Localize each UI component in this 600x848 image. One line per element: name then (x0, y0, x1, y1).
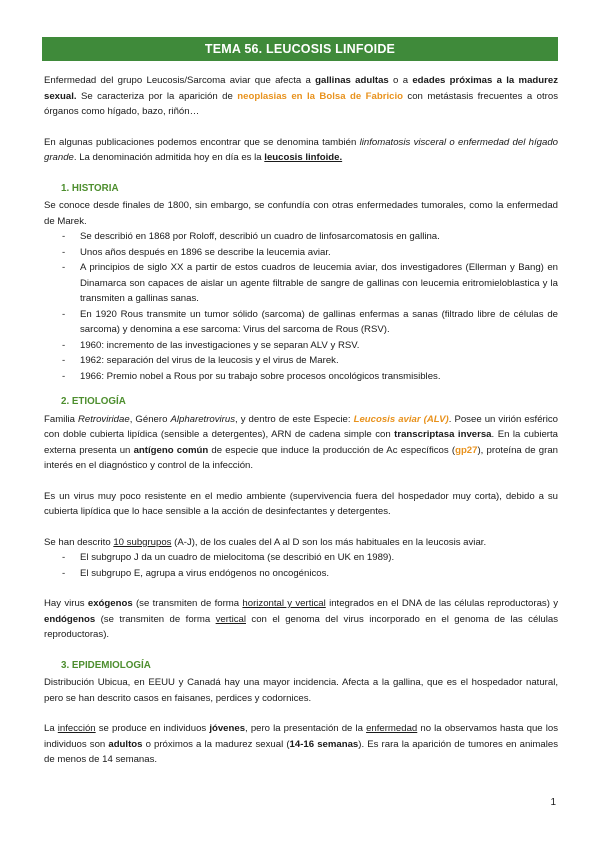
text: Enfermedad del grupo Leucosis/Sarcoma aviar que afecta a (44, 75, 316, 86)
bold-text: 14-16 semanas (289, 738, 359, 750)
text: (se transmiten de forma (95, 613, 216, 625)
epidemiologia-paragraph-1: Distribución Ubicua, en EEUU y Canadá hay una mayor incidencia. Afecta a la gallina, que es el hospedador natural, pero se han descrito casos en faisanes, perdices y codornices. (44, 677, 558, 704)
page-title: TEMA 56. LEUCOSIS LINFOIDE (42, 37, 558, 61)
underlined-text: vertical (215, 613, 246, 625)
bold-text: endógenos (44, 613, 96, 625)
section-heading-epidemiologia: 3. EPIDEMIOLOGÍA (61, 659, 151, 671)
section-heading-historia: 1. HISTORIA (61, 182, 119, 194)
text: . Posee un virión esférico con doble cubierta lipídica (sensible a detergentes), ARN de cadena simple con (44, 413, 558, 440)
page-number: 1 (550, 797, 556, 808)
italic-text: Retroviridae (77, 413, 130, 425)
list-item: - 1966: Premio nobel a Rous por su trabajo sobre procesos oncológicos transmisibles. (44, 369, 558, 385)
underlined-text: 10 subgrupos (113, 536, 172, 548)
list-item: - El subgrupo J da un cuadro de mielocitoma (se describió en UK en 1989). (44, 550, 558, 566)
historia-paragraph: Se conoce desde finales de 1800, sin embargo, se confundía con otras enfermedades tumorales, como la enfermedad de Marek. (44, 200, 558, 227)
bold-text: adultos (108, 738, 143, 750)
underlined-text: infección (57, 723, 96, 734)
text: con el genoma del virus incorporado en el genoma de las células reproductoras). (44, 613, 559, 640)
text: ). Es rara la aparición de tumores en animales de menos de 14 semanas. (44, 738, 559, 765)
text: Se han descrito (44, 536, 114, 548)
list-item: - El subgrupo E, agrupa a virus endógenos no oncogénicos. (44, 566, 558, 582)
subgrupos-list (44, 550, 558, 581)
underlined-text: horizontal y vertical (242, 598, 326, 609)
bold-text: antígeno común (133, 444, 209, 456)
text: o a (388, 75, 413, 86)
text: Hay virus (44, 598, 88, 609)
bold-text: edades próximas a la madurez sexual. (44, 75, 559, 102)
etiologia-paragraph-2: Es un virus muy poco resistente en el medio ambiente (supervivencia fuera del hospedador muy corta), debido a su cubierta lipídica que lo hace sensible a la acción de desinfectantes y detergentes. (44, 490, 558, 517)
text: . La denominación admitida hoy en día es la (73, 152, 265, 163)
bold-text: exógenos (87, 598, 133, 609)
section-heading-etiologia: 2. ETIOLOGÍA (61, 396, 126, 407)
highlight-text: neoplasias en la Bolsa de Fabricio (237, 90, 403, 102)
text: , pero la presentación de la (245, 723, 367, 734)
text: o próximos a la madurez sexual ( (142, 738, 290, 750)
list-item: - Se describió en 1868 por Roloff, describió un cuadro de linfosarcomatosis en gallina. (44, 229, 558, 245)
text: no la observamos hasta que los individuos son (44, 723, 559, 750)
text: (A-J), de los cuales del A al D son los más habituales en la leucosis aviar. (171, 536, 487, 548)
text: integrados en el DNA de las células reproductoras) y (325, 598, 558, 609)
text: de especie que induce la producción de Ac específicos ( (208, 444, 456, 456)
etiologia-paragraph-1 (44, 412, 558, 474)
text: . En la cubierta externa presenta un (44, 429, 559, 456)
italic-text: Alpharetrovirus (170, 413, 235, 425)
epidemiologia-paragraph-2 (44, 721, 558, 768)
intro-paragraph-1 (44, 73, 558, 120)
text: , y dentro de este Especie: (235, 413, 354, 425)
underlined-text: enfermedad (366, 723, 418, 734)
list-item: - Unos años después en 1896 se describe la leucemia aviar. (44, 245, 558, 261)
historia-list (44, 229, 558, 384)
list-item: - A principios de siglo XX a partir de estos cuadros de leucemia aviar, dos investigadores (Ellerman y Bang) en Dinamarca son capaces de aislar un agente filtrable de sangre de gallinas con leucemia eritromieloblastica y la transmiten a gallinas sanas. (44, 260, 558, 307)
text: se produce en individuos (95, 723, 210, 734)
document-body (44, 73, 558, 783)
text: , Género (129, 413, 171, 425)
etiologia-paragraph-3 (44, 535, 558, 551)
text: ), proteína de gran interés en el diagnóstico y control de la infección. (44, 444, 558, 471)
list-item: - En 1920 Rous transmite un tumor sólido (sarcoma) de gallinas enfermas a sanas (filtrado libre de células de sarcoma) y denomina a ese sarcoma: Virus del sarcoma de Rous (RSV). (44, 307, 558, 338)
bold-text: gallinas adultas (315, 75, 389, 86)
italic-text: linfomatosis visceral o enfermedad del hígado grande (44, 136, 558, 163)
text: En algunas publicaciones podemos encontrar que se denomina también (44, 136, 360, 148)
bold-underlined-text: leucosis linfoide. (264, 152, 343, 163)
etiologia-paragraph-4 (44, 596, 558, 643)
text: con metástasis frecuentes a otros órganos como hígado, bazo, riñón… (44, 90, 558, 117)
intro-paragraph-2 (44, 135, 558, 166)
bold-text: transcriptasa inversa (394, 429, 492, 440)
highlight-text: gp27 (455, 444, 478, 456)
text: La (44, 723, 58, 734)
text: Se caracteriza por la aparición de (76, 90, 238, 102)
text: (se transmiten de forma (132, 598, 243, 609)
list-item: - 1962: separación del virus de la leucosis y el virus de Marek. (44, 353, 558, 369)
bold-text: jóvenes (209, 723, 246, 734)
text: Familia (44, 413, 78, 425)
list-item: - 1960: incremento de las investigaciones y se separan ALV y RSV. (44, 338, 558, 354)
highlight-text: Leucosis aviar (ALV) (353, 413, 449, 425)
